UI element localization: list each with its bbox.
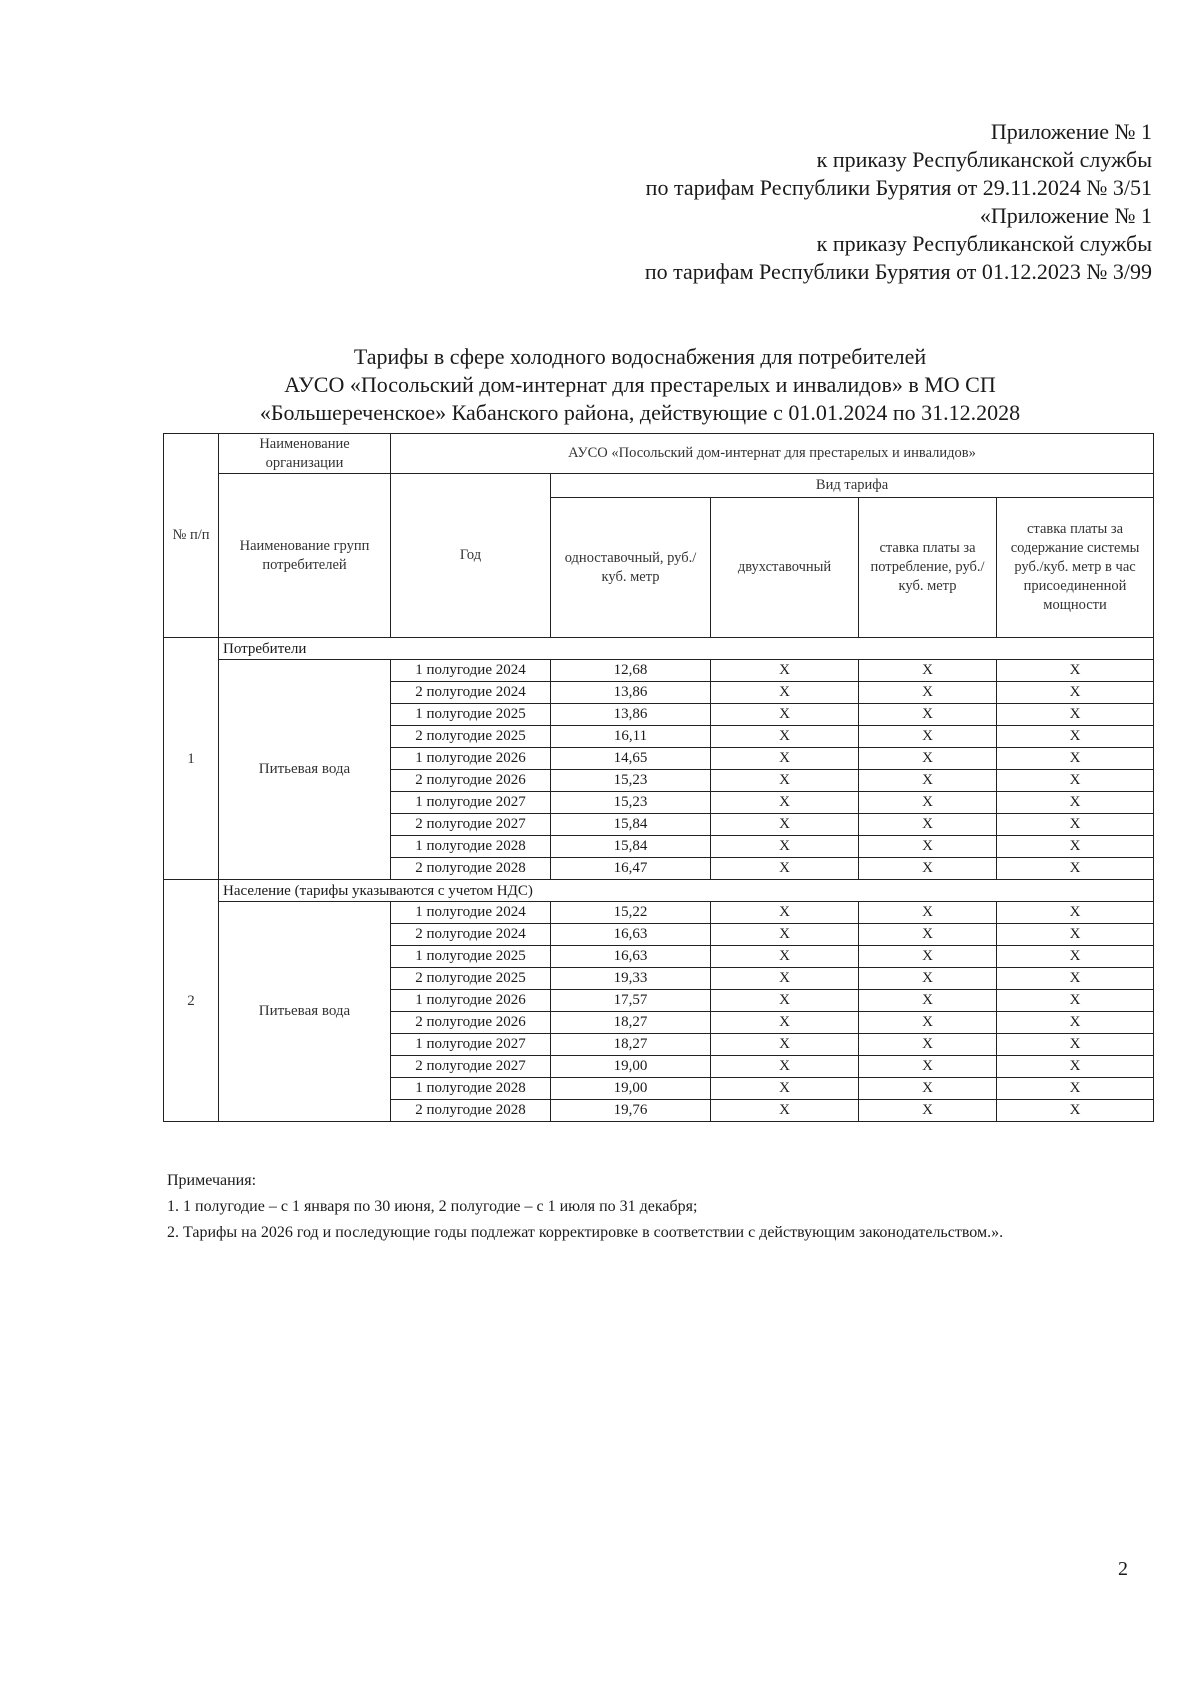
maintenance-rate-cell: X: [997, 770, 1154, 792]
title-line: Тарифы в сфере холодного водоснабжения для потребителей: [353, 344, 927, 369]
period-cell: 2 полугодие 2028: [391, 858, 551, 880]
two-rate-cell: X: [711, 858, 859, 880]
period-cell: 1 полугодие 2025: [391, 946, 551, 968]
consumption-rate-cell: X: [859, 1056, 997, 1078]
consumer-group-name: Питьевая вода: [219, 660, 391, 880]
single-rate-cell: 15,23: [551, 792, 711, 814]
maintenance-rate-cell: X: [997, 814, 1154, 836]
two-rate-cell: X: [711, 682, 859, 704]
maintenance-rate-cell: X: [997, 902, 1154, 924]
consumption-rate-cell: X: [859, 704, 997, 726]
header-year: Год: [391, 474, 551, 638]
period-cell: 2 полугодие 2025: [391, 726, 551, 748]
two-rate-cell: X: [711, 704, 859, 726]
title-line: АУСО «Посольский дом-интернат для престарелых и инвалидов» в МО СП: [284, 372, 996, 397]
single-rate-cell: 12,68: [551, 660, 711, 682]
single-rate-cell: 16,63: [551, 924, 711, 946]
two-rate-cell: X: [711, 1100, 859, 1122]
header-line: к приказу Республиканской службы: [816, 147, 1152, 172]
two-rate-cell: X: [711, 660, 859, 682]
section-number: 2: [164, 880, 219, 1122]
consumption-rate-cell: X: [859, 946, 997, 968]
two-rate-cell: X: [711, 902, 859, 924]
maintenance-rate-cell: X: [997, 968, 1154, 990]
header-line: к приказу Республиканской службы: [816, 231, 1152, 256]
period-cell: 1 полугодие 2025: [391, 704, 551, 726]
maintenance-rate-cell: X: [997, 704, 1154, 726]
period-cell: 2 полугодие 2025: [391, 968, 551, 990]
period-cell: 2 полугодие 2024: [391, 924, 551, 946]
single-rate-cell: 16,47: [551, 858, 711, 880]
period-cell: 1 полугодие 2026: [391, 990, 551, 1012]
single-rate-cell: 16,11: [551, 726, 711, 748]
period-cell: 1 полугодие 2026: [391, 748, 551, 770]
page-number: 2: [1118, 1558, 1128, 1580]
single-rate-cell: 19,00: [551, 1056, 711, 1078]
header-line: по тарифам Республики Бурятия от 29.11.2024 № 3/51: [645, 175, 1152, 200]
maintenance-rate-cell: X: [997, 924, 1154, 946]
period-cell: 1 полугодие 2028: [391, 836, 551, 858]
consumption-rate-cell: X: [859, 660, 997, 682]
single-rate-cell: 17,57: [551, 990, 711, 1012]
two-rate-cell: X: [711, 1078, 859, 1100]
consumption-rate-cell: X: [859, 1034, 997, 1056]
maintenance-rate-cell: X: [997, 1056, 1154, 1078]
single-rate-cell: 13,86: [551, 704, 711, 726]
consumption-rate-cell: X: [859, 858, 997, 880]
consumption-rate-cell: X: [859, 748, 997, 770]
header-consumption-rate: ставка платы за потребление, руб./ куб. метр: [859, 498, 997, 638]
header-group-label: Наименование групп потребителей: [219, 474, 391, 638]
maintenance-rate-cell: X: [997, 660, 1154, 682]
document-title: [160, 343, 1120, 427]
single-rate-cell: 15,23: [551, 770, 711, 792]
header-org-name-value: АУСО «Посольский дом-интернат для престарелых и инвалидов»: [391, 434, 1154, 474]
consumption-rate-cell: X: [859, 968, 997, 990]
single-rate-cell: 15,22: [551, 902, 711, 924]
section-title-row: [164, 880, 1154, 902]
two-rate-cell: X: [711, 814, 859, 836]
period-cell: 2 полугодие 2026: [391, 770, 551, 792]
header-num: № п/п: [164, 434, 219, 638]
header-single-rate: одноставочный, руб./ куб. метр: [551, 498, 711, 638]
header-line: «Приложение № 1: [979, 203, 1152, 228]
note-item: 1. 1 полугодие – с 1 января по 30 июня, 2 полугодие – с 1 июля по 31 декабря;: [167, 1198, 698, 1215]
two-rate-cell: X: [711, 836, 859, 858]
consumer-group-name: Питьевая вода: [219, 902, 391, 1122]
table-row: [164, 902, 1154, 924]
two-rate-cell: X: [711, 946, 859, 968]
single-rate-cell: 14,65: [551, 748, 711, 770]
consumption-rate-cell: X: [859, 682, 997, 704]
maintenance-rate-cell: X: [997, 836, 1154, 858]
consumption-rate-cell: X: [859, 1078, 997, 1100]
period-cell: 2 полугодие 2027: [391, 1056, 551, 1078]
two-rate-cell: X: [711, 924, 859, 946]
title-line: «Большереченское» Кабанского района, действующие с 01.01.2024 по 31.12.2028: [259, 400, 1021, 425]
consumption-rate-cell: X: [859, 1012, 997, 1034]
two-rate-cell: X: [711, 770, 859, 792]
period-cell: 1 полугодие 2027: [391, 792, 551, 814]
period-cell: 2 полугодие 2026: [391, 1012, 551, 1034]
maintenance-rate-cell: X: [997, 726, 1154, 748]
single-rate-cell: 19,76: [551, 1100, 711, 1122]
period-cell: 1 полугодие 2024: [391, 660, 551, 682]
single-rate-cell: 16,63: [551, 946, 711, 968]
period-cell: 2 полугодие 2027: [391, 814, 551, 836]
tariff-table: [163, 433, 1154, 1122]
header-line: Приложение № 1: [990, 119, 1152, 144]
period-cell: 1 полугодие 2028: [391, 1078, 551, 1100]
header-tariff-type: Вид тарифа: [551, 474, 1154, 498]
header-line: по тарифам Республики Бурятия от 01.12.2023 № 3/99: [644, 259, 1152, 284]
two-rate-cell: X: [711, 1034, 859, 1056]
section-title-row: [164, 638, 1154, 660]
appendix-header: [645, 118, 1152, 286]
period-cell: 2 полугодие 2028: [391, 1100, 551, 1122]
two-rate-cell: X: [711, 748, 859, 770]
single-rate-cell: 19,33: [551, 968, 711, 990]
table-row: [164, 660, 1154, 682]
two-rate-cell: X: [711, 990, 859, 1012]
maintenance-rate-cell: X: [997, 1034, 1154, 1056]
consumption-rate-cell: X: [859, 770, 997, 792]
period-cell: 2 полугодие 2024: [391, 682, 551, 704]
maintenance-rate-cell: X: [997, 858, 1154, 880]
two-rate-cell: X: [711, 1012, 859, 1034]
period-cell: 1 полугодие 2027: [391, 1034, 551, 1056]
note-item: 2. Тарифы на 2026 год и последующие годы подлежат корректировке в соответствии с действующим законодательством.».: [167, 1224, 1004, 1241]
header-org-name-label: Наименование организации: [219, 434, 391, 474]
header-maintenance-rate: ставка платы за содержание системы руб./куб. метр в час присоединенной мощности: [997, 498, 1154, 638]
period-cell: 1 полугодие 2024: [391, 902, 551, 924]
section-title: Потребители: [219, 638, 1154, 660]
consumption-rate-cell: X: [859, 726, 997, 748]
maintenance-rate-cell: X: [997, 1012, 1154, 1034]
notes-heading: Примечания:: [167, 1172, 257, 1189]
maintenance-rate-cell: X: [997, 1100, 1154, 1122]
single-rate-cell: 15,84: [551, 836, 711, 858]
consumption-rate-cell: X: [859, 1100, 997, 1122]
consumption-rate-cell: X: [859, 792, 997, 814]
single-rate-cell: 19,00: [551, 1078, 711, 1100]
maintenance-rate-cell: X: [997, 682, 1154, 704]
consumption-rate-cell: X: [859, 990, 997, 1012]
notes: [167, 1168, 1147, 1246]
maintenance-rate-cell: X: [997, 792, 1154, 814]
section-number: 1: [164, 638, 219, 880]
two-rate-cell: X: [711, 1056, 859, 1078]
consumption-rate-cell: X: [859, 836, 997, 858]
maintenance-rate-cell: X: [997, 990, 1154, 1012]
single-rate-cell: 18,27: [551, 1034, 711, 1056]
maintenance-rate-cell: X: [997, 946, 1154, 968]
maintenance-rate-cell: X: [997, 748, 1154, 770]
consumption-rate-cell: X: [859, 814, 997, 836]
single-rate-cell: 18,27: [551, 1012, 711, 1034]
single-rate-cell: 15,84: [551, 814, 711, 836]
single-rate-cell: 13,86: [551, 682, 711, 704]
two-rate-cell: X: [711, 968, 859, 990]
two-rate-cell: X: [711, 792, 859, 814]
maintenance-rate-cell: X: [997, 1078, 1154, 1100]
consumption-rate-cell: X: [859, 902, 997, 924]
two-rate-cell: X: [711, 726, 859, 748]
section-title: Население (тарифы указываются с учетом НДС): [219, 880, 1154, 902]
consumption-rate-cell: X: [859, 924, 997, 946]
header-two-rate: двухставочный: [711, 498, 859, 638]
